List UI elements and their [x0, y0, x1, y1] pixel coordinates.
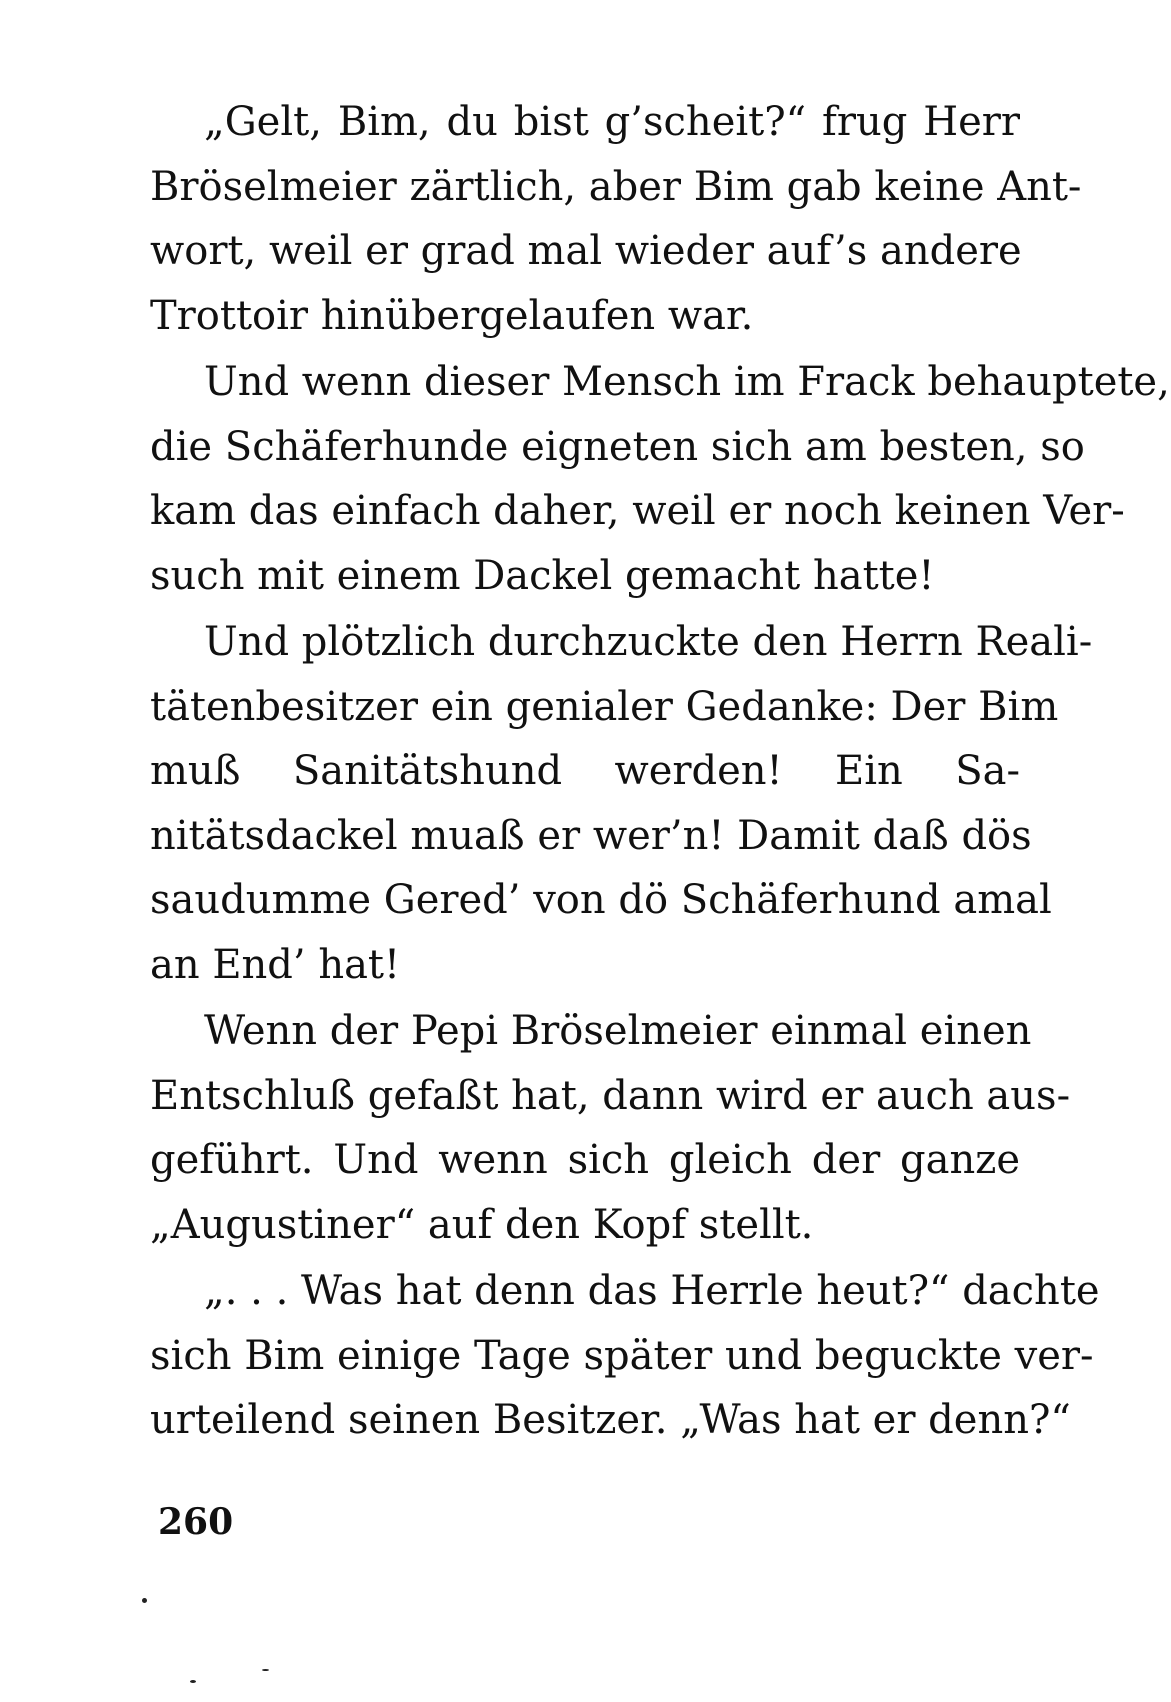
page-number: 260 — [158, 1501, 234, 1543]
text-line: wort, weil er grad mal wieder auf’s andere — [150, 228, 1022, 274]
scan-speck — [142, 1598, 147, 1603]
text-line: „Augustiner“ auf den Kopf stellt. — [150, 1201, 814, 1248]
paragraph — [150, 350, 1170, 608]
text-line: „Gelt, Bim, du bist g’scheit?“ frug Herr — [204, 99, 1020, 145]
scan-speck — [190, 1680, 196, 1683]
page-body-text — [150, 90, 1170, 1455]
text-line: Und wenn dieser Mensch im Frack behauptete, — [204, 359, 1170, 405]
text-line: Trottoir hinübergelaufen war. — [150, 292, 754, 339]
text-line: die Schäferhunde eigneten sich am besten, so — [150, 423, 1085, 470]
text-line: Wenn der Pepi Bröselmeier einmal einen — [204, 1008, 1032, 1054]
text-line: saudumme Gered’ von dö Schäferhund amal — [150, 877, 1052, 923]
paragraph — [150, 999, 1071, 1257]
text-line: nitätsdackel muaß er wer’n! Damit daß dös — [150, 812, 1032, 859]
paragraph — [150, 610, 1093, 997]
text-line: „. . . Was hat denn das Herrle heut?“ dachte — [204, 1268, 1100, 1314]
text-line: an End’ hat! — [150, 941, 401, 988]
text-line: sich Bim einige Tage später und beguckte ver- — [150, 1332, 1094, 1379]
text-line: tätenbesitzer ein genialer Gedanke: Der Bim — [150, 683, 1059, 730]
scan-speck — [262, 1669, 269, 1671]
text-line: muß Sanitätshund werden! Ein Sa- — [150, 748, 1020, 794]
text-line: geführt. Und wenn sich gleich der ganze — [150, 1137, 1020, 1183]
paragraph — [150, 1259, 1100, 1453]
text-line: such mit einem Dackel gemacht hatte! — [150, 552, 935, 599]
text-line: Entschluß gefaßt hat, dann wird er auch aus- — [150, 1072, 1071, 1119]
text-line: urteilend seinen Besitzer. „Was hat er denn?“ — [150, 1397, 1071, 1443]
text-line: Und plötzlich durchzuckte den Herrn Reali- — [204, 619, 1093, 665]
paragraph — [150, 90, 1082, 348]
text-line: kam das einfach daher, weil er noch keinen Ver- — [150, 488, 1125, 534]
text-line: Bröselmeier zärtlich, aber Bim gab keine Ant- — [150, 163, 1082, 210]
